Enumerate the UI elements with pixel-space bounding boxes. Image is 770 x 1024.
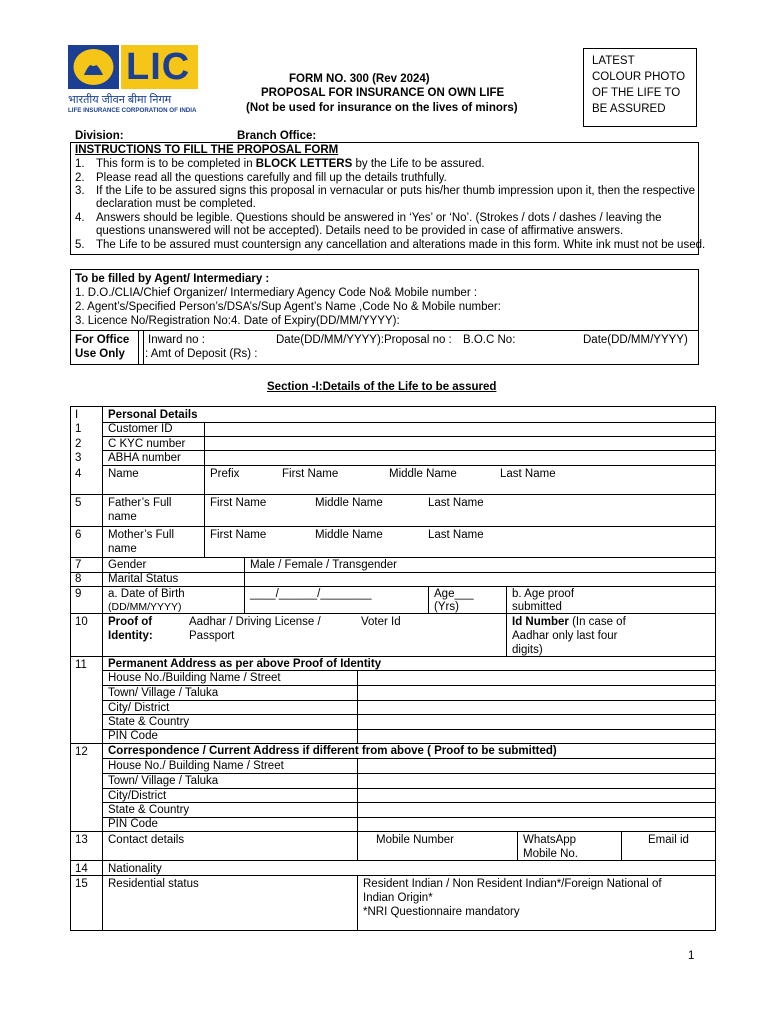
abha-input[interactable] [205,451,715,464]
marital-status-input[interactable] [245,573,715,586]
mobile-number-field[interactable]: Mobile Number [376,834,454,846]
instruction-item-1 [96,157,485,171]
father-middle-field[interactable]: Middle Name [315,497,383,509]
row-num: 4 [75,468,82,480]
father-last-field[interactable]: Last Name [428,497,484,509]
lic-hindi-text: भारतीय जीवन बीमा निगम [68,94,172,106]
instruction-num: 4. [75,212,85,224]
perm-address-line: House No./Building Name / Street [108,672,281,684]
photo-box-line: BE ASSURED [592,103,666,115]
whatsapp-field[interactable]: WhatsApp [523,834,577,846]
gender-options[interactable]: Male / Female / Transgender [250,559,398,571]
deposit-field[interactable]: : Amt of Deposit (Rs) : [145,348,258,360]
instructions-heading: INSTRUCTIONS TO FILL THE PROPOSAL FORM [75,144,339,156]
whatsapp-field-cont: Mobile No. [523,848,578,860]
row-num: 10 [75,616,88,628]
agent-line-2[interactable]: 2. Agent’s/Specified Person’s/DSA’s/Sup Agent’s Name ,Code No & Mobile number: [75,301,501,313]
instruction-num: 1. [75,158,85,170]
ckyc-input[interactable] [205,437,715,450]
age-proof-label: b. Age proof [512,588,575,600]
name-prefix-field[interactable]: Prefix [210,468,240,480]
mother-first-field[interactable]: First Name [210,529,267,541]
marital-status-label: Marital Status [108,573,179,585]
name-middle-field[interactable]: Middle Name [389,468,457,480]
nationality-label: Nationality [108,863,162,875]
office-use-label: For Office [75,334,130,346]
row-num: 9 [75,588,82,600]
name-first-field[interactable]: First Name [282,468,339,480]
lic-brand-text: LIC [126,46,191,88]
mother-name-label-cont: name [108,543,137,555]
proposal-date-field[interactable]: Date(DD/MM/YYYY):Proposal no : [276,334,452,346]
row-num: 14 [75,863,88,875]
branch-office-label: Branch Office: [237,130,317,142]
instruction-item-2: Please read all the questions carefully and fill up the details truthfully. [96,172,447,184]
instruction-item-4-cont: questions unanswered will not be accepted). Details need to be provided in case of affirmative answers. [96,225,624,237]
corr-address-line: Town/ Village / Taluka [108,775,219,787]
section-1-title: Section -I:Details of the Life to be assured [267,381,497,393]
permanent-address-heading: Permanent Address as per above Proof of Identity [108,658,382,670]
id-number-note: (In case of [568,616,626,628]
age-field[interactable]: Age___ [434,588,474,600]
row-num: 2 [75,438,82,450]
lic-logo [68,45,198,120]
proof-identity-label-cont: Identity: [108,630,153,642]
row-num: 5 [75,497,82,509]
dob-label: a. Date of Birth [108,588,185,600]
instruction-num: 5. [75,239,85,251]
father-name-label: Father’s Full [108,497,172,509]
perm-address-line: City/ District [108,702,170,714]
mother-name-label: Mother’s Full [108,529,175,541]
row-num: I [75,409,79,421]
residential-status-options-cont[interactable]: Indian Origin* [363,892,433,904]
photo-box-line: OF THE LIFE TO [592,87,681,99]
contact-details-label: Contact details [108,834,185,846]
instruction-item-5: The Life to be assured must countersign any cancellation and alterations made in this form. White ink must not be used. [96,239,706,251]
row-num: 1 [75,423,82,435]
identity-options[interactable]: Aadhar / Driving License / [189,616,321,628]
photo-box-line: COLOUR PHOTO [592,71,686,83]
agent-heading: To be filled by Agent/ Intermediary : [75,273,270,285]
form-title: PROPOSAL FOR INSURANCE ON OWN LIFE [261,87,505,99]
corr-address-input[interactable] [358,759,715,830]
lic-corp-text: LIFE INSURANCE CORPORATION OF INDIA [68,107,197,114]
corr-address-line: House No./ Building Name / Street [108,760,284,772]
form-number: FORM NO. 300 (Rev 2024) [289,73,430,85]
instruction-text: This form is to be completed in [96,158,256,170]
corr-address-line: PIN Code [108,818,158,830]
email-field[interactable]: Email id [648,834,689,846]
abha-label: ABHA number [108,452,181,464]
row-num: 13 [75,834,88,846]
dob-format: (DD/MM/YYYY) [108,601,182,613]
name-label: Name [108,468,139,480]
ckyc-label: C KYC number [108,438,186,450]
instruction-num: 3. [75,185,85,197]
instruction-item-3: If the Life to be assured signs this proposal in vernacular or puts his/her thumb impression upon it, then the respective [96,185,695,197]
photo-box-line: LATEST [592,55,635,67]
photo-box [583,48,697,127]
row-num: 15 [75,878,88,890]
residential-status-label: Residential status [108,878,199,890]
age-unit: (Yrs) [434,601,459,613]
row-num: 7 [75,559,82,571]
id-number-note-cont: Aadhar only last four [512,630,618,642]
name-last-field[interactable]: Last Name [500,468,556,480]
id-number-note-cont: digits) [512,644,543,656]
identity-options-cont[interactable]: Passport [189,630,235,642]
instruction-item-3-cont: declaration must be completed. [96,198,256,210]
nri-note: *NRI Questionnaire mandatory [363,906,520,918]
boc-no-field[interactable]: B.O.C No: [463,334,516,346]
row-num: 8 [75,573,82,585]
instruction-text: by the Life to be assured. [352,158,485,170]
instruction-emphasis: BLOCK LETTERS [255,158,353,170]
father-first-field[interactable]: First Name [210,497,267,509]
office-use-label: Use Only [75,348,125,360]
customer-id-label: Customer ID [108,423,173,435]
corr-address-line: City/District [108,790,167,802]
form-subtitle: (Not be used for insurance on the lives of minors) [246,102,518,114]
row-num: 6 [75,529,82,541]
agent-line-1[interactable]: 1. D.O./CLIA/Chief Organizer/ Intermediary Agency Code No& Mobile number : [75,287,478,299]
voter-id-option[interactable]: Voter Id [361,616,401,628]
residential-status-options[interactable]: Resident Indian / Non Resident Indian*/Foreign National of [363,878,662,890]
perm-address-line: Town/ Village / Taluka [108,687,219,699]
proof-identity-label: Proof of [108,616,153,628]
instruction-item-4: Answers should be legible. Questions should be answered in ‘Yes’ or ‘No’. (Strokes / dots / dashes / leaving the [96,212,662,224]
agent-line-3[interactable]: 3. Licence No/Registration No:4. Date of Expiry(DD/MM/YYYY): [75,315,400,327]
id-number-label [512,615,626,629]
row-num: 12 [75,746,88,758]
id-number-bold: Id Number [512,616,569,628]
dob-input[interactable]: ____/______/________ [250,588,372,600]
instruction-num: 2. [75,172,85,184]
inward-no-field[interactable]: Inward no : [148,334,205,346]
perm-address-line: PIN Code [108,730,158,742]
gender-label: Gender [108,559,147,571]
division-label: Division: [75,130,124,142]
age-proof-label-cont: submitted [512,601,562,613]
boc-date-field[interactable]: Date(DD/MM/YYYY) [583,334,688,346]
customer-id-input[interactable] [205,423,715,436]
perm-address-input[interactable] [358,671,715,742]
mother-last-field[interactable]: Last Name [428,529,484,541]
personal-details-heading: Personal Details [108,409,198,421]
father-name-label-cont: name [108,511,137,523]
row-num: 11 [75,659,87,671]
perm-address-line: State & Country [108,716,190,728]
correspondence-address-heading: Correspondence / Current Address if different from above ( Proof to be submitted) [108,745,557,757]
nationality-input[interactable] [358,861,715,874]
page-number: 1 [688,950,695,962]
corr-address-line: State & Country [108,804,190,816]
row-num: 3 [75,452,82,464]
mother-middle-field[interactable]: Middle Name [315,529,383,541]
